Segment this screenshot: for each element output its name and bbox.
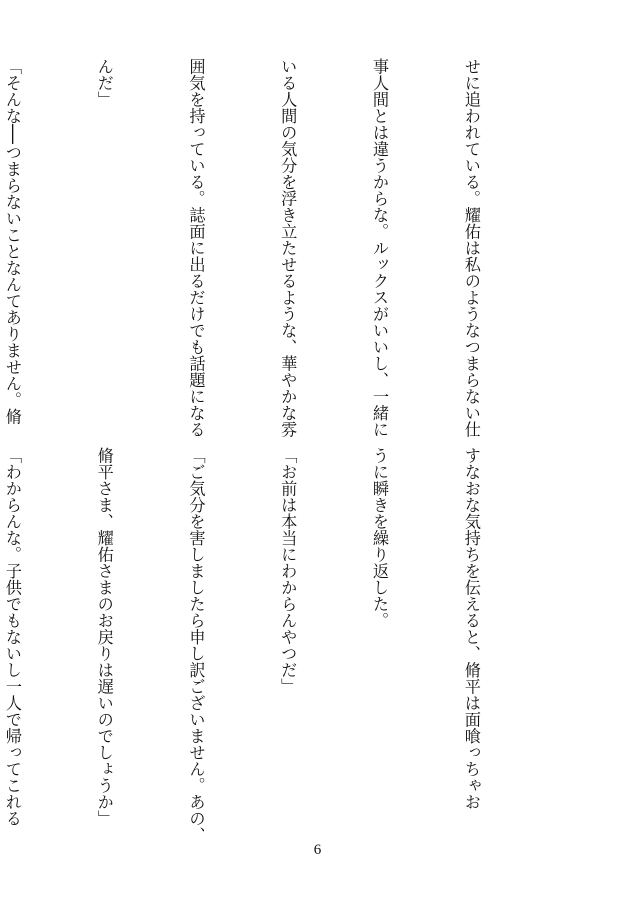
upper-text-block (0, 58, 547, 438)
text-line: 脩平さま、耀佑さまのお戻りは遅いのでしょうか」 (94, 447, 114, 827)
text-line: すなおな気持ちを伝えると、脩平は面喰っちゃお (461, 447, 481, 810)
text-line: んだ」 (94, 58, 114, 108)
text-line: 「ご気分を害しましたら申し訳ございません。あの、 (186, 447, 206, 843)
text-line: うに瞬きを繰り返した。 (370, 447, 390, 629)
text-line: いる人間の気分を浮き立たせるような、華やかな雰 (278, 58, 298, 438)
text-line: 囲気を持っている。誌面に出るだけでも話題になる (186, 58, 206, 438)
text-line: 事人間とは違うからな。ルックスがいいし、一緒に (370, 58, 390, 438)
text-line: 「そんな──つまらないことなんてありません。脩 (2, 58, 22, 425)
page-number: 6 (313, 842, 322, 858)
text-line: 「わからんな。子供でもないし一人で帰ってこれる (2, 447, 22, 827)
text-line: せに追われている。耀佑は私のようなつまらない仕 (461, 58, 481, 438)
text-line: 「お前は本当にわからんやつだ」 (278, 447, 298, 695)
lower-text-block (0, 447, 547, 843)
